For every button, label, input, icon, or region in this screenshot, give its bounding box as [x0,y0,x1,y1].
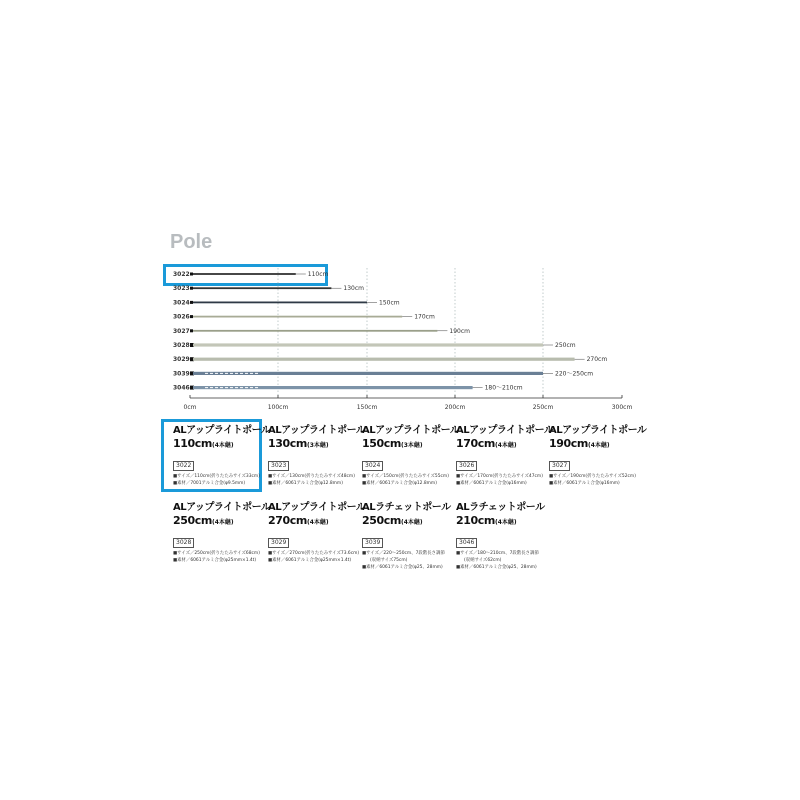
product-code: 3024 [362,461,383,471]
product-pieces: (4本継) [211,519,234,526]
product-size-value: 110cm [173,437,212,450]
product-name: ALアップライトポール [173,502,271,513]
pole-bar [193,386,473,389]
product-spec: (収納サイズ62cm) [464,558,502,563]
pole-code-label: 3028 [173,342,190,349]
pole-bar [193,330,437,332]
pole-length-label: 190cm [449,327,471,335]
pole-length-label: 150cm [379,299,400,307]
product-spec: ■素材／6061アルミ合金(φ16mm) [456,481,527,486]
product-spec: ■素材／6061アルミ合金(φ25mm×1.4t) [173,558,257,563]
product-pieces: (4本継) [400,519,423,526]
pole-code-label: 3026 [173,313,190,321]
product-size [456,437,548,452]
product-size [549,437,641,452]
product-card-3023[interactable] [268,425,366,487]
product-name: ALアップライトポール [549,425,647,436]
pole-bar [193,273,296,275]
product-code: 3022 [173,461,194,471]
product-spec: ■素材／6061アルミ合金(φ12.8mm) [362,481,437,486]
pole-bar [193,358,575,361]
pole-code-label: 3039 [173,370,190,378]
x-tick-label: 100cm [267,404,289,411]
x-tick-label: 300cm [611,404,633,411]
pole-bar [193,302,367,304]
product-name: ALアップライトポール [268,502,366,513]
pole-length-label: 220〜250cm [555,370,594,378]
product-card-3029[interactable] [268,502,366,564]
product-spec: ■サイズ／130cm(折りたたみサイズ48cm) [268,474,355,479]
product-card-3026[interactable] [456,425,554,487]
product-spec: ■サイズ／110cm(折りたたみサイズ33cm) [173,474,260,479]
product-spec: ■素材／6061アルミ合金(φ16mm) [549,481,620,486]
pole-bar [193,287,331,289]
pole-code-label: 3046 [173,384,190,392]
pole-bar [193,343,543,346]
product-size-value: 270cm [268,514,307,527]
pole-end-cap [190,329,193,332]
product-card-3039[interactable] [362,502,454,571]
product-card-3027[interactable] [549,425,647,487]
product-size [173,514,265,529]
pole-bar [193,316,402,318]
pole-code-label: 3024 [173,299,190,307]
pole-length-label: 180〜210cm [484,384,523,392]
product-code: 3039 [362,538,383,548]
product-card-3046[interactable] [456,502,548,571]
product-name: ALアップライトポール [362,425,460,436]
product-spec: ■素材／6061アルミ合金(φ12.8mm) [268,481,343,486]
product-size [268,437,360,452]
product-pieces: (4本継) [211,442,234,449]
product-pieces: (4本継) [587,442,610,449]
product-code: 3027 [549,461,570,471]
pole-length-label: 110cm [307,271,329,278]
product-spec: (収納サイズ75cm) [370,558,408,563]
product-pieces: (4本継) [494,442,517,449]
pole-length-label: 270cm [586,356,608,364]
product-spec: ■サイズ／170cm(折りたたみサイズ47cm) [456,474,543,479]
product-size-value: 250cm [362,514,401,527]
product-code: 3026 [456,461,477,471]
product-card-3022[interactable] [173,425,271,487]
product-card-3028[interactable] [173,502,271,564]
product-spec: ■サイズ／150cm(折りたたみサイズ55cm) [362,474,449,479]
product-size [456,514,548,529]
product-size-value: 210cm [456,514,495,527]
product-pieces: (4本継) [494,519,517,526]
product-size-value: 170cm [456,437,495,450]
product-spec: ■素材／6061アルミ合金(φ25、28mm) [362,565,443,570]
product-size-value: 190cm [549,437,588,450]
product-size [268,514,360,529]
pole-end-cap [190,287,193,290]
product-size-value: 250cm [173,514,212,527]
product-spec: ■サイズ／220〜250cm、7段階長さ調節 [362,551,445,556]
product-name: ALラチェットポール [362,502,451,513]
product-code: 3028 [173,538,194,548]
pole-code-label: 3029 [173,356,190,364]
product-card-3024[interactable] [362,425,460,487]
pole-code-label: 3023 [173,285,190,293]
product-code: 3046 [456,538,477,548]
product-size [362,514,454,529]
product-size-value: 150cm [362,437,401,450]
product-spec: ■サイズ／270cm(折りたたみサイズ73.6cm) [268,551,360,556]
product-name: ALアップライトポール [173,425,271,436]
product-pieces: (4本継) [306,519,329,526]
product-name: ALアップライトポール [268,425,366,436]
x-tick-label: 250cm [532,404,554,411]
product-size-value: 130cm [268,437,307,450]
product-size [173,437,265,452]
product-name: ALラチェットポール [456,502,545,513]
page-title: Pole [170,231,213,253]
product-pieces: (3本継) [400,442,423,449]
product-spec: ■サイズ／190cm(折りたたみサイズ52cm) [549,474,636,479]
pole-end-cap [190,273,193,276]
product-spec: ■素材／6061アルミ合金(φ25mm×1.4t) [268,558,352,563]
pole-code-label: 3022 [173,271,190,278]
product-pieces: (3本継) [306,442,329,449]
pole-length-label: 130cm [343,285,365,293]
pole-end-cap [190,315,193,318]
x-tick-label: 200cm [444,404,466,411]
pole-end-cap [190,301,193,304]
product-code: 3029 [268,538,289,548]
pole-length-label: 170cm [414,313,435,321]
pole-code-label: 3027 [173,327,190,335]
product-spec: ■素材／6061アルミ合金(φ25、28mm) [456,565,537,570]
x-tick-label: 0cm [183,404,197,411]
product-spec: ■サイズ／180〜210cm、7段階長さ調節 [456,551,539,556]
product-spec: ■サイズ／250cm(折りたたみサイズ68cm) [173,551,260,556]
pole-length-label: 250cm [555,342,576,349]
product-size [362,437,454,452]
product-spec: ■素材／7001アルミ合金(φ9.5mm) [173,481,246,486]
x-tick-label: 150cm [356,404,378,411]
product-code: 3023 [268,461,289,471]
product-name: ALアップライトポール [456,425,554,436]
